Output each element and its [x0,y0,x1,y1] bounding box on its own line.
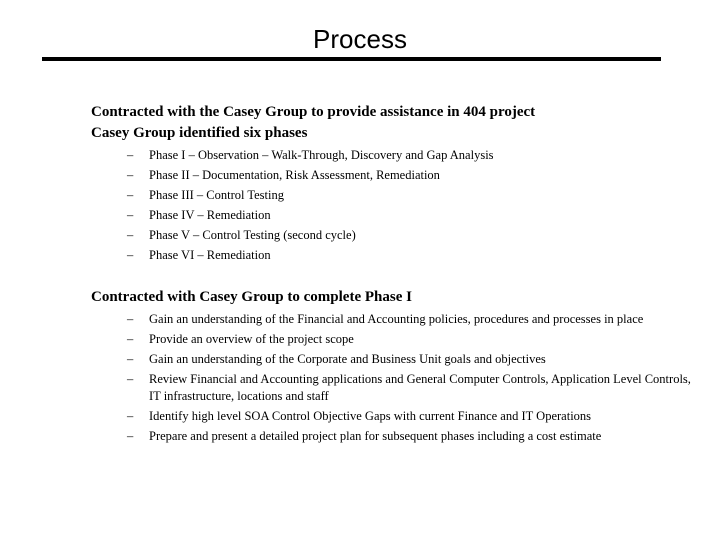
list-item: – Phase III – Control Testing [127,188,284,202]
heading-six-phases: Casey Group identified six phases [91,125,308,141]
phase-list [91,147,691,264]
heading-phase-one: Contracted with Casey Group to complete Phase I [91,289,412,305]
heading-contracted-404: Contracted with the Casey Group to provide assistance in 404 project [91,104,536,120]
list-item: – Phase V – Control Testing (second cycle) [127,228,356,242]
list-item: – Phase I – Observation – Walk-Through, Discovery and Gap Analysis [127,148,494,162]
dash-bullet: – [127,372,134,386]
list-item: – Phase II – Documentation, Risk Assessment, Remediation [127,168,440,182]
list-item: – Gain an understanding of the Financial and Accounting policies, procedures and processes in place [127,312,644,326]
phase-one-task-list [91,311,691,445]
dash-bullet: – [127,188,134,202]
dash-bullet: – [127,332,134,346]
list-item: – Phase VI – Remediation [127,248,271,262]
list-item: – Gain an understanding of the Corporate and Business Unit goals and objectives [127,352,546,366]
dash-bullet: – [127,248,134,262]
dash-bullet: – [127,168,134,182]
dash-bullet: – [127,228,134,242]
list-item: – Prepare and present a detailed project plan for subsequent phases including a cost estimate [127,429,602,443]
dash-bullet: – [127,208,134,222]
dash-bullet: – [127,312,134,326]
dash-bullet: – [127,352,134,366]
list-item: – Provide an overview of the project scope [127,332,354,346]
list-item: – Review Financial and Accounting applications and General Computer Controls, Application Level Controls, IT infrastructure, locations and staff [127,372,691,403]
list-item: – Identify high level SOA Control Objective Gaps with current Finance and IT Operations [127,409,592,423]
slide-content [91,102,691,448]
slide-title: Process [313,24,407,54]
list-item: – Phase IV – Remediation [127,208,271,222]
dash-bullet: – [127,148,134,162]
dash-bullet: – [127,429,134,443]
dash-bullet: – [127,409,134,423]
title-divider [42,57,661,61]
